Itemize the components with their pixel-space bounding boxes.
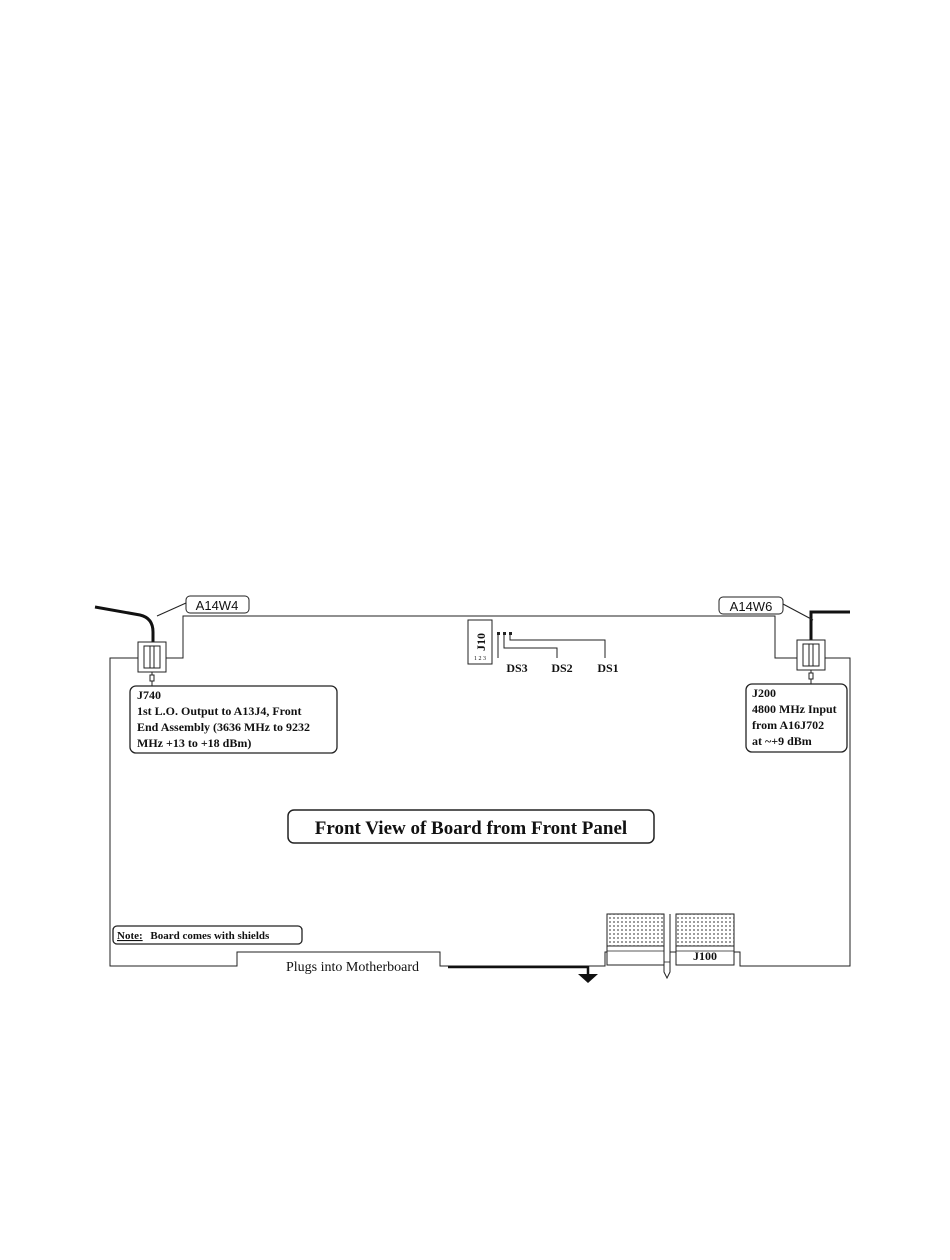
connector-j10-pins: 1 2 3 (474, 656, 486, 662)
callout-j200-line-2: 4800 MHz Input (752, 702, 837, 716)
note-box (113, 926, 302, 944)
connector-j200 (797, 640, 825, 684)
cable-a14w6 (719, 597, 850, 645)
led-leads (497, 632, 605, 658)
connector-j740 (138, 642, 166, 686)
connector-j100-label: J100 (693, 949, 717, 963)
callout-j200-line-3: from A16J702 (752, 718, 825, 732)
connector-j10 (468, 620, 492, 664)
callout-j740-line-3: End Assembly (3636 MHz to 9232 (137, 720, 311, 734)
cable-label-a14w4: A14W4 (195, 598, 239, 613)
cable-a14w4 (95, 596, 249, 650)
motherboard-pointer (286, 960, 598, 983)
board-outline (110, 616, 850, 966)
led-label-ds3: DS3 (506, 661, 528, 675)
callout-j740-line-4: MHz +13 to +18 dBm) (137, 736, 252, 750)
callout-j200-line-4: at ~+9 dBm (752, 734, 812, 748)
motherboard-label: Plugs into Motherboard (286, 960, 419, 975)
callout-j200-line-1: J200 (752, 686, 776, 700)
svg-text:Note: Board comes with s (117, 930, 270, 942)
callout-j740-line-1: J740 (137, 688, 161, 702)
callout-j740 (130, 686, 337, 753)
callout-j740-line-2: 1st L.O. Output to A13J4, Front (137, 704, 302, 718)
connector-j10-label: J10 (474, 633, 488, 651)
led-label-ds2: DS2 (551, 661, 573, 675)
title-box (288, 810, 654, 843)
down-arrow-icon (578, 974, 598, 983)
note-label: Note: (117, 930, 143, 942)
cable-label-a14w6: A14W6 (729, 599, 773, 614)
callout-j200 (746, 684, 847, 752)
connector-j100 (607, 914, 734, 978)
note-text: Board comes with shields (150, 930, 270, 942)
diagram-title: Front View of Board from Front Panel (314, 818, 628, 839)
led-label-ds1: DS1 (597, 661, 619, 675)
